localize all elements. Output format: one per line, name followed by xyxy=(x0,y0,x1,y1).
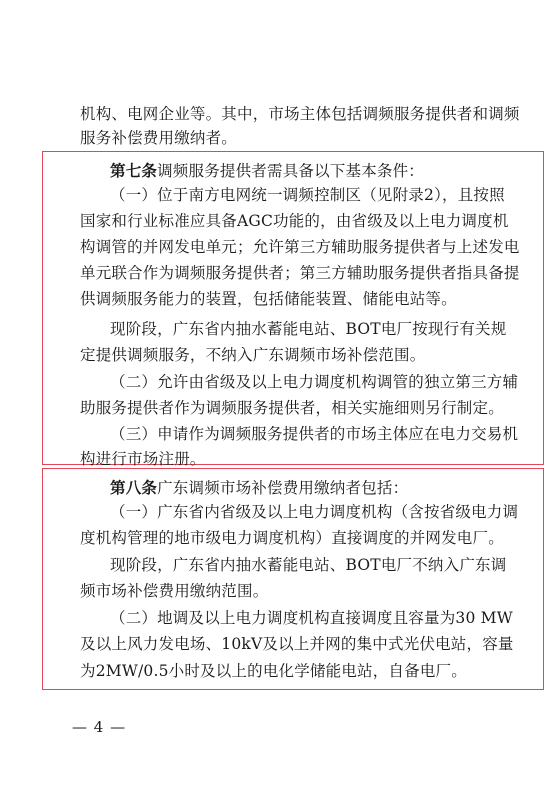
article-8-heading-line xyxy=(110,478,408,498)
intro-line-2: 服务补偿费用缴纳者。 xyxy=(80,129,238,147)
article-7-heading-line xyxy=(110,161,424,181)
article-7-line: 供调频服务能力的装置，包括储能装置、储能电站等。 xyxy=(80,290,457,308)
article-7-line: 单元联合作为调频服务提供者；第三方辅助服务提供者指具备提 xyxy=(80,264,520,282)
article-7-heading-text: 调频服务提供者需具备以下基本条件： xyxy=(157,162,425,180)
article-8-line: 频市场补偿费用缴纳范围。 xyxy=(80,582,269,600)
article-7-heading: 第七条 xyxy=(110,161,158,180)
article-8-line: 及以上风力发电场、10kV及以上并网的集中式光伏电站，容量 xyxy=(80,635,514,653)
article-7-line: 构调管的并网发电单元；允许第三方辅助服务提供者与上述发电 xyxy=(80,238,520,256)
article-8-heading-text: 广东调频市场补偿费用缴纳者包括： xyxy=(157,479,409,497)
article-7-line: 现阶段，广东省内抽水蓄能电站、BOT电厂按现行有关规 xyxy=(110,320,507,338)
article-8-line: 为2MW/0.5小时及以上的电化学储能电站，自备电厂。 xyxy=(80,662,467,680)
intro-line-1: 机构、电网企业等。其中，市场主体包括调频服务提供者和调频 xyxy=(80,105,520,123)
article-8-line: 现阶段，广东省内抽水蓄能电站、BOT电厂不纳入广东调 xyxy=(110,556,507,574)
article-7-line: 定提供调频服务，不纳入广东调频市场补偿范围。 xyxy=(80,346,426,364)
page-number: — 4 — xyxy=(72,718,127,736)
article-7-line: （一）位于南方电网统一调频控制区（见附录2），且按照 xyxy=(110,186,505,204)
article-8-line: （一）广东省内省级及以上电力调度机构（含按省级电力调 xyxy=(110,503,519,521)
article-8-heading: 第八条 xyxy=(110,478,158,497)
article-8-line: （二）地调及以上电力调度机构直接调度且容量为30 MW xyxy=(110,609,513,627)
article-7-line: （三）申请作为调频服务提供者的市场主体应在电力交易机 xyxy=(110,425,519,443)
article-7-line: 国家和行业标准应具备AGC功能的，由省级及以上电力调度机 xyxy=(80,212,509,230)
article-8-line: 度机构管理的地市级电力调度机构）直接调度的并网发电厂。 xyxy=(80,529,504,547)
article-7-line: 构进行市场注册。 xyxy=(80,450,206,468)
article-7-line: （二）允许由省级及以上电力调度机构调管的独立第三方辅 xyxy=(110,373,519,391)
article-7-line: 助服务提供者作为调频服务提供者，相关实施细则另行制定。 xyxy=(80,399,504,417)
